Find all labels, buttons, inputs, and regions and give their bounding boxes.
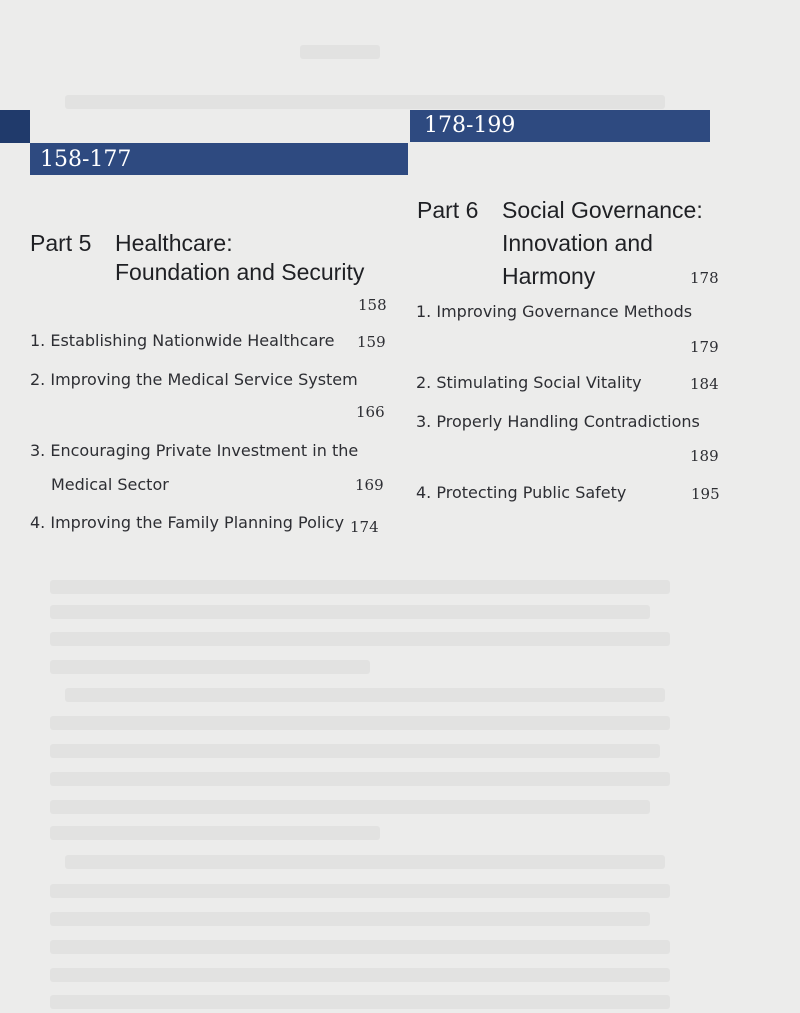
part5-entry-3-page: 169 <box>355 476 384 494</box>
part6-entry-2-page: 184 <box>690 375 719 393</box>
part5-title-line2: Foundation and Security <box>115 259 365 285</box>
right-page-range-bar <box>410 110 710 142</box>
part5-entry-2-label: 2. Improving the Medical Service System <box>30 370 358 389</box>
part6-number: Part 6 <box>417 197 479 223</box>
part5-entry-1-label: 1. Establishing Nationwide Healthcare <box>30 331 335 350</box>
part6-title-line3: Harmony <box>502 263 596 289</box>
part6-title-line1: Social Governance: <box>502 197 703 223</box>
part5-title-line1: Healthcare: <box>115 230 233 256</box>
left-bar-accent <box>0 110 30 143</box>
part6-page: 178 <box>690 269 719 287</box>
part6-entry-1-page: 179 <box>690 338 719 356</box>
left-page-range-bar <box>30 143 408 175</box>
part6-entry-3-page: 189 <box>690 447 719 465</box>
part6-entry-1-label: 1. Improving Governance Methods <box>416 302 693 321</box>
part5-entry-4-label: 4. Improving the Family Planning Policy <box>30 513 345 532</box>
part6-entry-2-label: 2. Stimulating Social Vitality <box>416 373 642 392</box>
part5-entry-3-label-line1: 3. Encouraging Private Investment in the <box>30 441 359 460</box>
part5-entry-2-page: 166 <box>356 403 385 421</box>
part6-entry-4-page: 195 <box>691 485 720 503</box>
part5-entry-1-page: 159 <box>357 333 386 351</box>
left-page-range: 158-177 <box>40 147 132 172</box>
part5-page: 158 <box>358 296 387 314</box>
part6-title-line2: Innovation and <box>502 230 653 256</box>
part5-entry-4-page: 174 <box>350 518 379 536</box>
part5-entry-3-label-line2: Medical Sector <box>51 475 169 494</box>
right-page-range: 178-199 <box>424 113 516 138</box>
part6-entry-4-label: 4. Protecting Public Safety <box>416 483 627 502</box>
part5-number: Part 5 <box>30 230 92 256</box>
part6-entry-3-label: 3. Properly Handling Contradictions <box>416 412 700 431</box>
